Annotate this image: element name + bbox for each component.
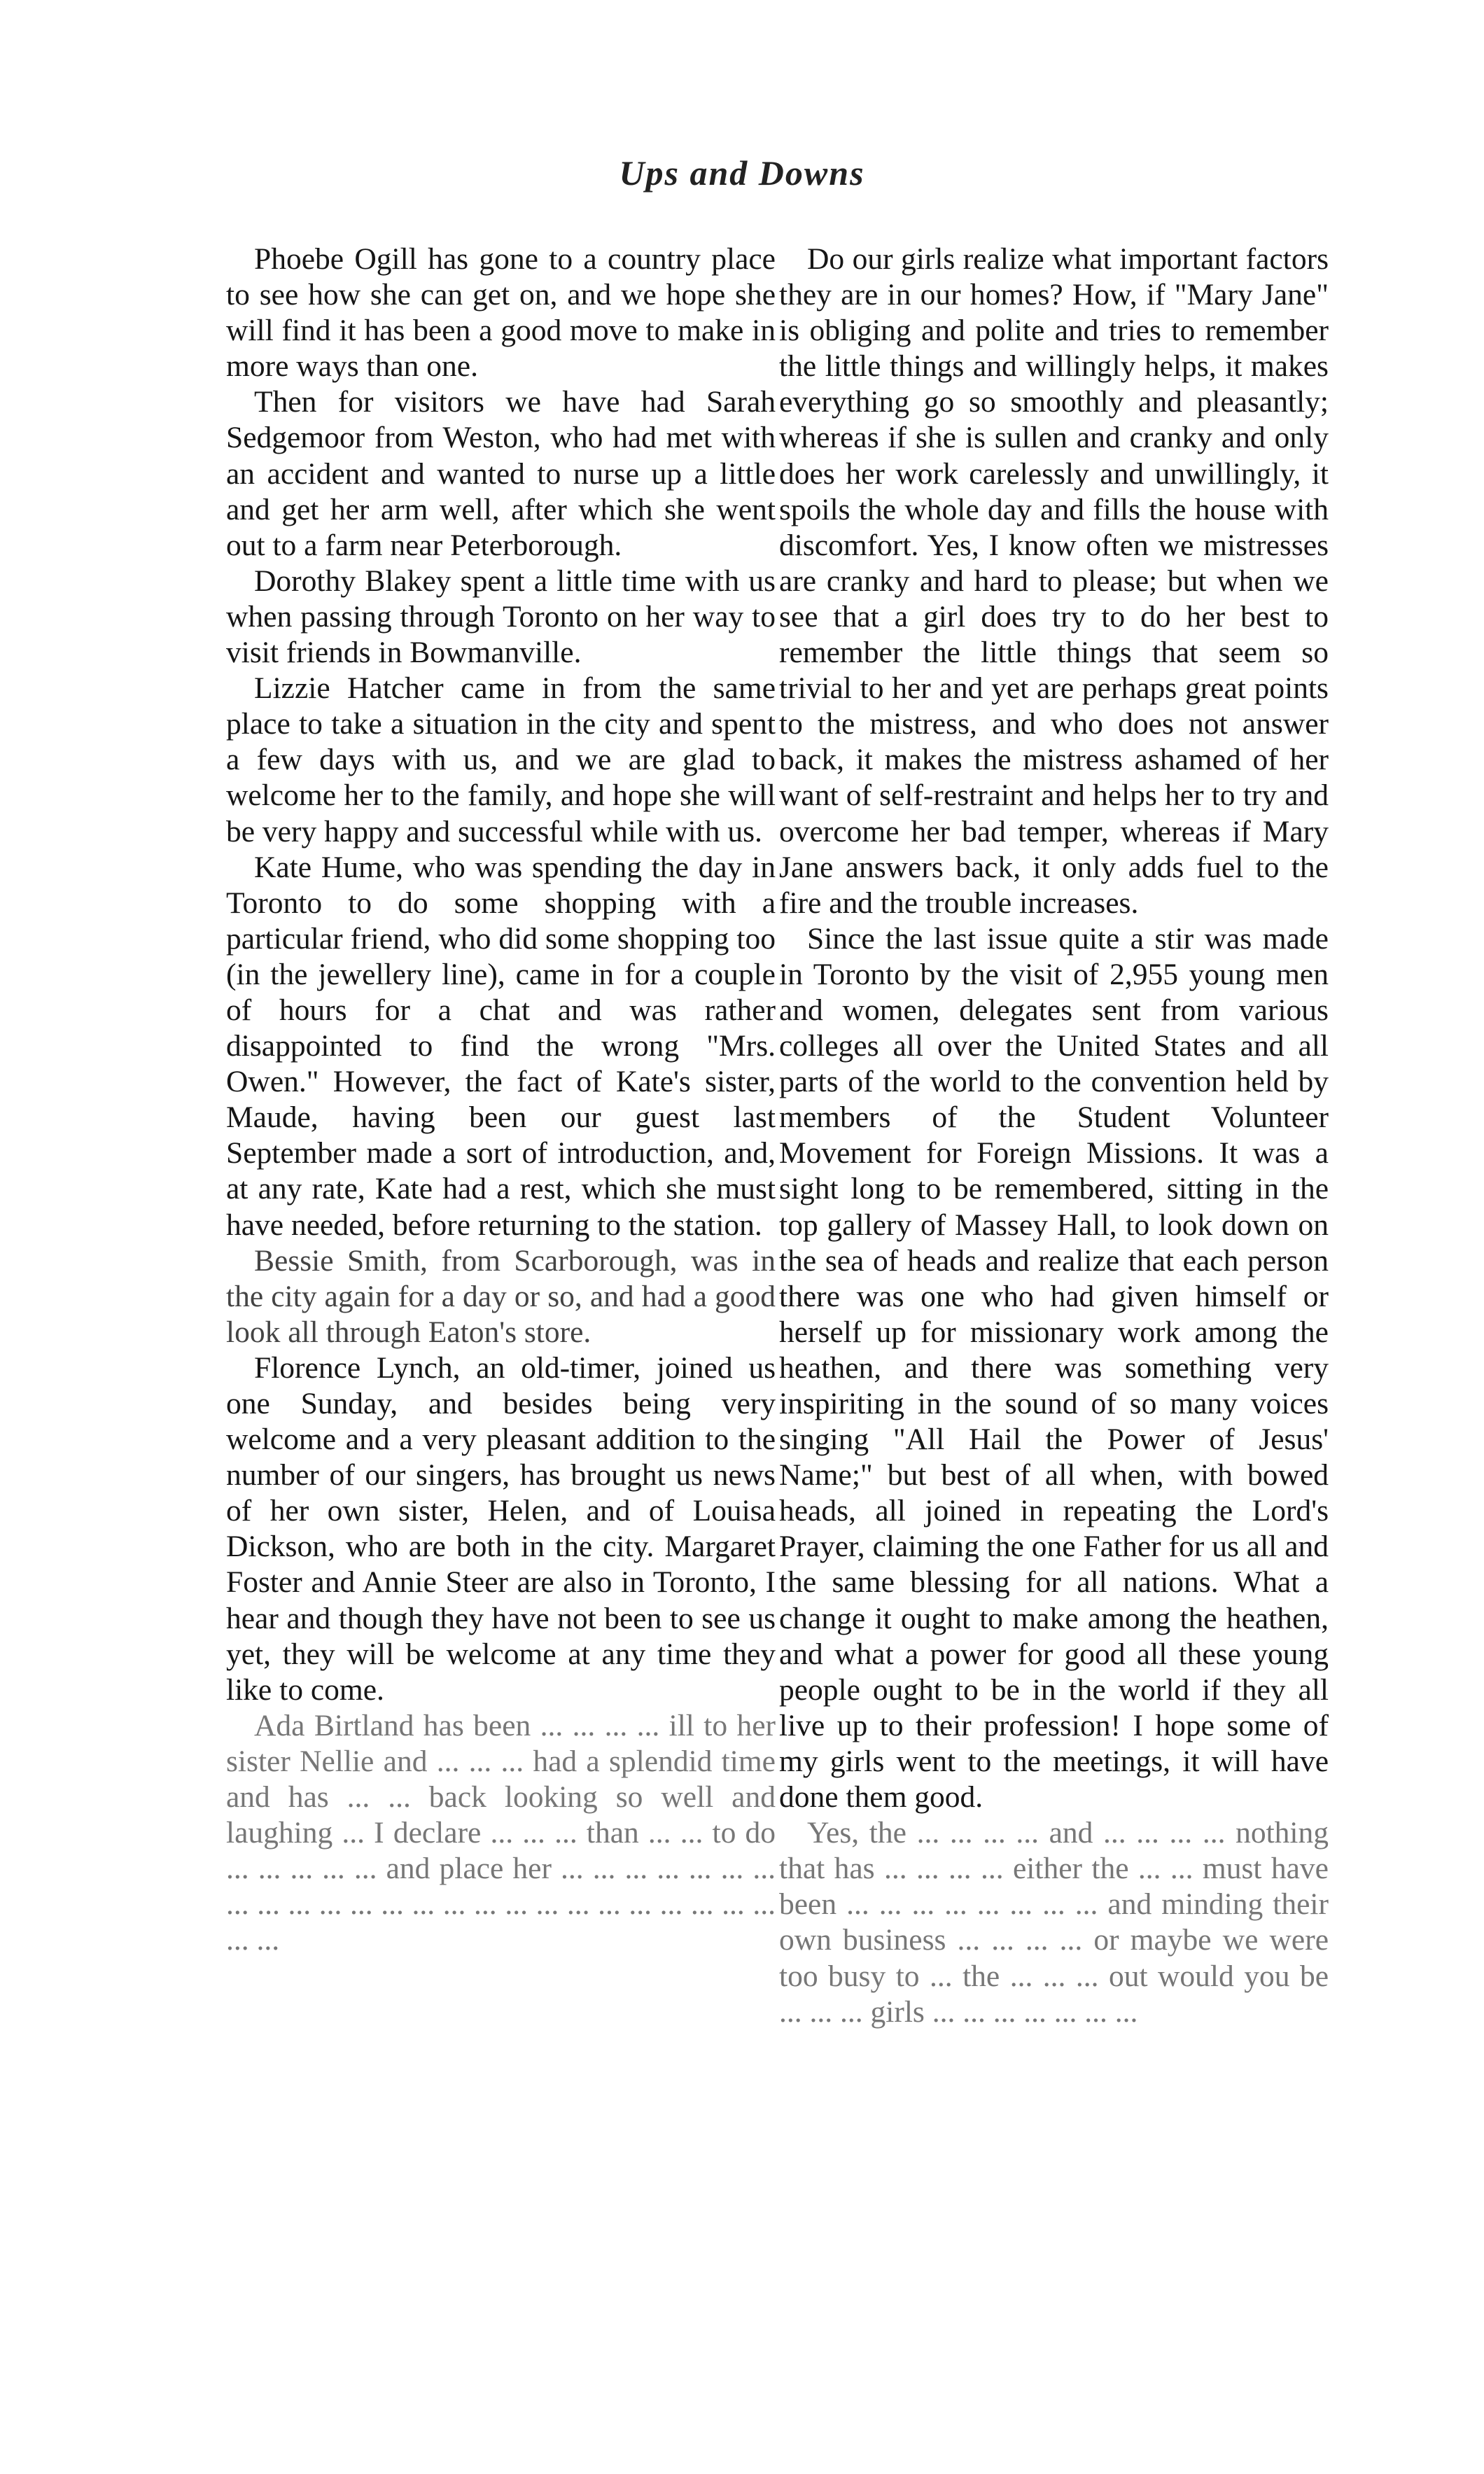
paragraph-lizzie-hatcher: Lizzie Hatcher came in from the same place to take a situation in the city and spent a few days with us, and we are glad to welcome her to the family, and hope she will be very happy and successful while with us. [226,671,776,848]
paragraph-student-volunteer-convention: Since the last issue quite a stir was made in Toronto by the visit of 2,955 young men and women, delegates sent from various colleges all over the United States and all parts of the world to the convention held by members of the Student Volunteer Movement for Foreign Missions. It was a sight long to be remembered, sitting in the top gallery of Massey Hall, to look down on the sea of heads and realize that each person there was one who had given himself or herself up for missionary work among the heathen, and there was something very inspiriting in the sound of so many voices singing "All Hail the Power of Jesus' Name;" but best of all when, with bowed heads, all joined in repeating the Lord's Prayer, claiming the one Father for us all and the same blessing for all nations. What a change it ought to make among the heathen, and what a power for good all these young people ought to be in the world if they all live up to their profession! I hope some of my girls went to the meetings, it will have done them good. [779,921,1329,1815]
left-column [226,242,776,1959]
paragraph-kate-hume: Kate Hume, who was spending the day in Toronto to do some shopping with a particular friend, who did some shopping too (in the jewellery line), came in for a couple of hours for a chat and was rather disappointed to find the wrong "Mrs. Owen." However, the fact of Kate's sister, Maude, having been our guest last September made a sort of introduction, and, at any rate, Kate had a rest, which she must have needed, before returning to the station. [226,850,776,1242]
paragraph-phoebe-ogill: Phoebe Ogill has gone to a country place to see how she can get on, and we hope she will find it has been a good move to make in more ways than one. [226,242,776,384]
paragraph-dorothy-blakey: Dorothy Blakey spent a little time with us when passing through Toronto on her way to visit friends in Bowmanville. [226,564,776,670]
right-column [779,242,1329,2030]
paragraph-bessie-smith: Bessie Smith, from Scarborough, was in the city again for a day or so, and had a good look all through Eaton's store. [226,1243,776,1349]
paragraph-mary-jane: Do our girls realize what important factors they are in our homes? How, if "Mary Jane" is obliging and polite and tries to remember the little things and willingly helps, it makes everything go so smoothly and pleasantly; whereas if she is sullen and cranky and only does her work carelessly and unwillingly, it spoils the whole day and fills the house with discomfort. Yes, I know often we mistresses are cranky and hard to please; but when we see that a girl does try to do her best to remember the little things that seem so trivial to her and yet are perhaps great points to the mistress, and who does not answer back, it makes the mistress ashamed of her want of self-restraint and helps her to try and overcome her bad temper, whereas if Mary Jane answers back, it only adds fuel to the fire and the trouble increases. [779,242,1329,920]
paragraph-ada-birtland: Ada Birtland has been ... ... ... ... ill to her sister Nellie and ... ... ... had a splendid time and has ... ... back looking so well and laughing ... I declare ... ... ... than ... ... to do ... ... ... ... ... and place her ... ... ... ... ... ... ... ... ... ... ... ... ... ... ... ... ... ... ... ... ... ... ... ... ... ... ... [226,1708,776,1957]
paragraph-sarah-sedgemoor: Then for visitors we have had Sarah Sedgemoor from Weston, who had met with an accident and wanted to nurse up a little and get her arm well, after which she went out to a farm near Peterborough. [226,385,776,562]
paragraph-florence-lynch: Florence Lynch, an old-timer, joined us one Sunday, and besides being very welcome and a very pleasant addition to the number of our singers, has brought us news of her own sister, Helen, and of Louisa Dickson, who are both in the city. Margaret Foster and Annie Steer are also in Toronto, I hear and though they have not been to see us yet, they will be welcome at any time they like to come. [226,1350,776,1707]
paragraph-closing: Yes, the ... ... ... ... and ... ... ... ... nothing that has ... ... ... ... either the ... ... must have been ... ... ... ... ... ... ... ... and minding their own business ... ... ... ... or maybe we were too busy to ... the ... ... ... out would you be ... ... ... girls ... ... ... ... ... ... ... [779,1816,1329,2029]
page-header: Ups and Downs [619,153,865,193]
